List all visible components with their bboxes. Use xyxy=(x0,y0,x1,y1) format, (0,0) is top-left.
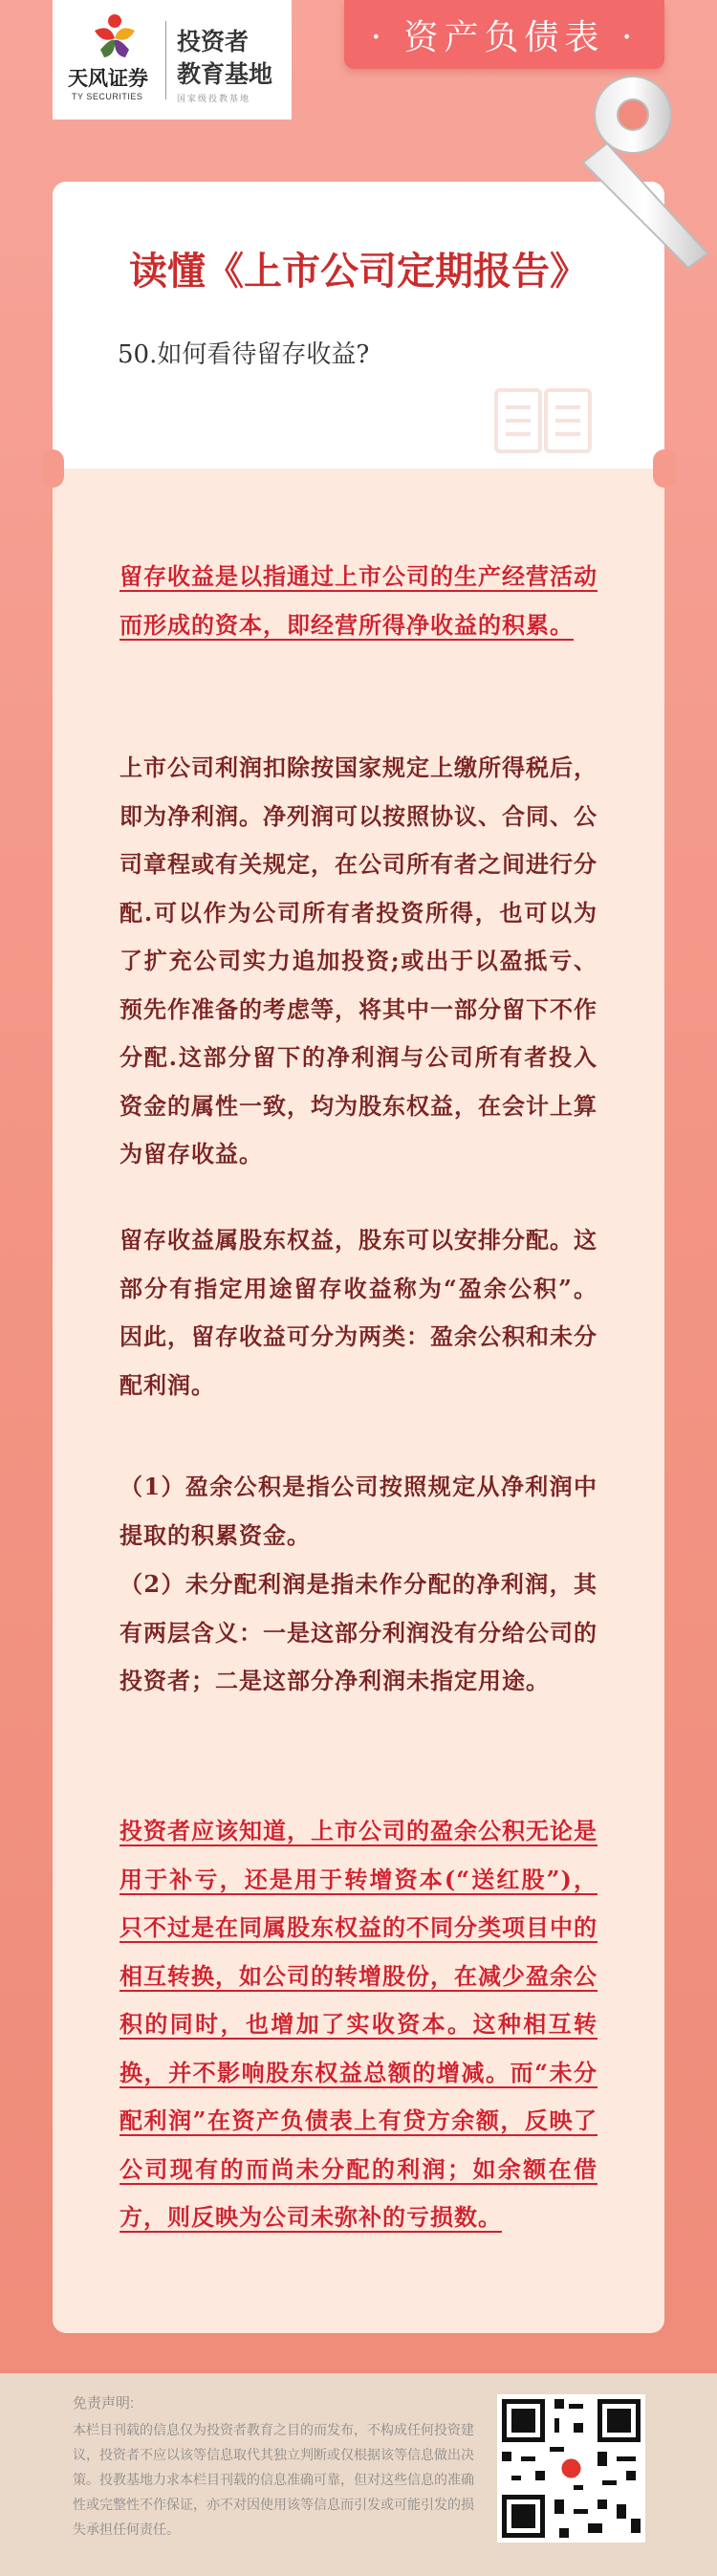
disclaimer-body: 本栏目刊载的信息仅为投资者教育之目的而发布，不构成任何投资建议，投资者不应以该等信息取代其独立判断或仅根据该等信息做出决策。投教基地力求本栏目刊载的信息准确可靠，但对这些信息的准确性或完整性不作保证，亦不对因使用该等信息而引发或可能引发的损失承担任何责任。 xyxy=(73,2422,474,2537)
ticket-notch-left xyxy=(41,449,64,488)
edu-base-line1: 投资者 xyxy=(177,29,250,55)
card-header xyxy=(53,182,664,469)
book-icon xyxy=(490,382,596,459)
logo-divider xyxy=(165,21,166,99)
brand-name-cn: 天风证券 xyxy=(68,68,148,90)
question-subtitle: 50.如何看待留存收益? xyxy=(118,340,370,369)
qr-code xyxy=(497,2394,645,2543)
paragraph-undistributed-profit: （2）未分配利润是指未作分配的净利润，其有两层含义：一是这部分利润没有分给公司的投资者；二是这部分净利润未指定用途。 xyxy=(120,1570,598,1694)
disclaimer-title: 免责声明: xyxy=(73,2395,135,2412)
brand-logo xyxy=(53,0,292,120)
content-card xyxy=(53,182,664,2333)
brand-name-en: TY SECURITIES xyxy=(72,92,143,101)
ticket-notch-right xyxy=(653,449,676,488)
edu-base-sub: 国家级投教基地 xyxy=(177,94,251,103)
paragraph-net-profit: 上市公司利润扣除按国家规定上缴所得税后，即为净利润。净列润可以按照协议、合同、公司章程或有关规定，在公司所有者之间进行分配.可以作为公司所有者投资所得，也可以为了扩充公司实力追加投资;或出于以盈抵亏、预先作准备的考虑等，将其中一部分留下不作分配.这部分留下的净利润与公司所有者投入资金的属性一致，均为股东权益，在会计上算为留存收益。 xyxy=(120,753,598,1168)
edu-base-line2: 教育基地 xyxy=(177,61,273,88)
paragraph-surplus-reserve: （1）盈余公积是指公司按照规定从净利润中提取的积累资金。 xyxy=(120,1473,598,1549)
paragraph-classification: 留存收益属股东权益，股东可以安排分配。这部分有指定用途留存收益称为“盈余公积”。因此，留存收益可分为两类：盈余公积和未分配利润。 xyxy=(120,1226,598,1399)
tianfeng-logo-icon xyxy=(81,10,148,67)
disclaimer-footer xyxy=(0,2373,717,2576)
page-title: 读懂《上市公司定期报告》 xyxy=(129,249,588,294)
paragraph-investor-note: 投资者应该知道，上市公司的盈余公积无论是用于补亏，还是用于转增资本(“送红股”)，只不过是在同属股东权益的不同分类项目中的相互转换，如公司的转增股份，在减少盈余公积的同时，也增加了实收资本。这种相互转换，并不影响股东权益总额的增减。而“未分配利润”在资产负债表上有贷方余额，反映了公司现有的而尚未分配的利润；如余额在借方，则反映为公司未弥补的亏损数。 xyxy=(120,1817,598,2231)
paragraph-definition: 留存收益是以指通过上市公司的生产经营活动而形成的资本，即经营所得净收益的积累。 xyxy=(120,562,598,639)
clip-icon xyxy=(574,72,717,277)
topic-tag: · 资产负债表 · xyxy=(344,0,664,69)
